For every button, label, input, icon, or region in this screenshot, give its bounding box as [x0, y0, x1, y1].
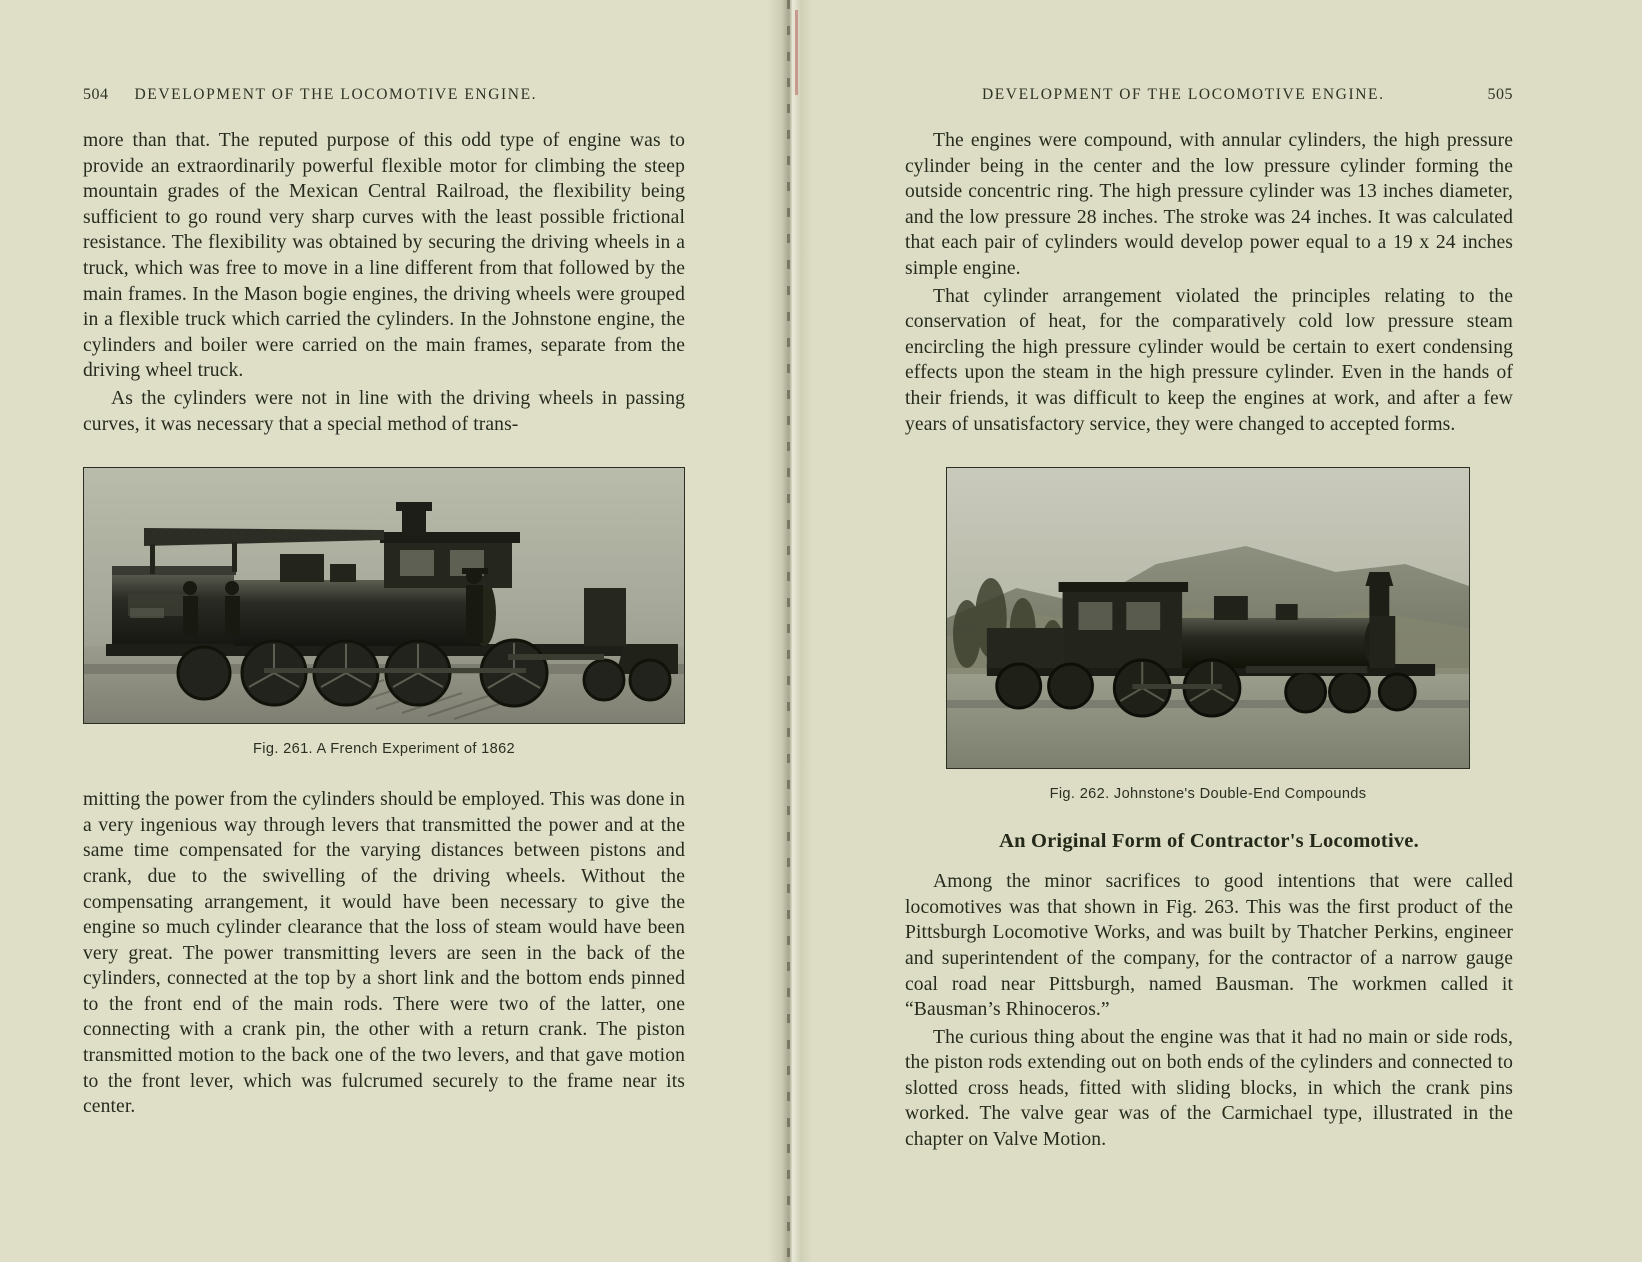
figure-262-image-frame: [946, 467, 1470, 769]
right-paragraph-2: That cylinder arrangement violated the principles relating to the conservation of heat, for the comparatively cold low pressure steam encircling the high pressure cylinder would be certain to exert condensing effects upon the steam in the high pressure cylinder. Even in the hands of their friends, it was difficult to keep the engines at work, and after a few years of unsatisfactory service, they were changed to accepted forms.: [905, 285, 1513, 435]
book-gutter-shadow: [768, 0, 812, 1262]
left-paragraph-3: mitting the power from the cylinders should be employed. This was done in a very ingenious way through levers that transmitted the power and at the same time compensated for the varying distances between pistons and crank, due to the swivelling of the driving wheels. Without the compensating arrangement, it would have been necessary to give the engine so much cylinder clearance that the loss of steam would have been very great. The power transmitting levers are seen in the back of the cylinders, connected at the top by a short link and the bottom ends pinned to the front end of the main rods. There were two of the latter, one connecting with a crank pin, the other with a return crank. The piston transmitted motion to the back one of the two levers, and that gave motion to the front lever, which was fulcrumed securely to the frame near its center.: [83, 789, 685, 1118]
right-running-head: [905, 86, 1513, 104]
figure-261-caption: Fig. 261. A French Experiment of 1862: [253, 741, 515, 758]
left-text-column: [83, 86, 685, 1120]
binding-red-mark: [795, 10, 798, 95]
right-paragraph-4: The curious thing about the engine was that it had no main or side rods, the piston rods extending out on both ends of the cylinders and connected to slotted cross heads, fitted with sliding blocks, in which the crank pins worked. The valve gear was of the Carmichael type, illustrated in the chapter on Valve Motion.: [905, 1026, 1513, 1151]
right-paragraph-3: Among the minor sacrifices to good intentions that were called locomotives was that shown in Fig. 263. This was the first product of the Pittsburgh Locomotive Works, and was built by Thatcher Perkins, engineer and superintendent of the company, for the contractor of a narrow gauge coal road near Pittsburgh, named Bausman. The workmen called it “Bausman’s Rhinoceros.”: [905, 871, 1513, 1021]
right-section-heading: An Original Form of Contractor's Locomotive.: [999, 830, 1419, 853]
left-running-title: DEVELOPMENT OF THE LOCOMOTIVE ENGINE.: [134, 86, 538, 103]
left-page: [0, 0, 790, 1262]
johnstone-double-end-compound-illustration: [947, 468, 1469, 768]
french-experiment-locomotive-illustration: [84, 468, 684, 723]
right-paragraph-1: The engines were compound, with annular cylinders, the high pressure cylinder being in the center and the low pressure cylinder forming the outside concentric ring. The high pressure cylinder was 13 inches diameter, and the low pressure 28 inches. The stroke was 24 inches. It was calculated that each pair of cylinders would develop power equal to a 19 x 24 inches simple engine.: [905, 130, 1513, 279]
figure-262: [946, 467, 1470, 802]
book-binding-thread: [787, 0, 790, 1262]
figure-261-image-frame: [83, 467, 685, 724]
left-folio: 504: [83, 86, 109, 103]
right-folio: 505: [1487, 86, 1513, 103]
right-text-column: [905, 86, 1513, 1153]
left-running-head: [83, 86, 685, 104]
left-paragraph-2: As the cylinders were not in line with the driving wheels in passing curves, it was necessary that a special method of trans-: [83, 387, 685, 435]
figure-261: [83, 467, 685, 757]
right-running-title: DEVELOPMENT OF THE LOCOMOTIVE ENGINE.: [981, 86, 1385, 103]
left-paragraph-1: more than that. The reputed purpose of this odd type of engine was to provide an extraordinarily powerful flexible motor for climbing the steep mountain grades of the Mexican Central Railroad, the flexibility being sufficient to go round very sharp curves with the least possible frictional resistance. The flexibility was obtained by securing the driving wheels in a truck, which was free to move in a line different from that followed by the main frames. In the Mason bogie engines, the driving wheels were grouped in a flexible truck which carried the cylinders. In the Johnstone engine, the cylinders and boiler were carried on the main frames, separate from the driving wheel truck.: [83, 130, 685, 382]
right-page: [790, 0, 1642, 1262]
figure-262-caption: Fig. 262. Johnstone's Double-End Compounds: [1049, 786, 1367, 803]
